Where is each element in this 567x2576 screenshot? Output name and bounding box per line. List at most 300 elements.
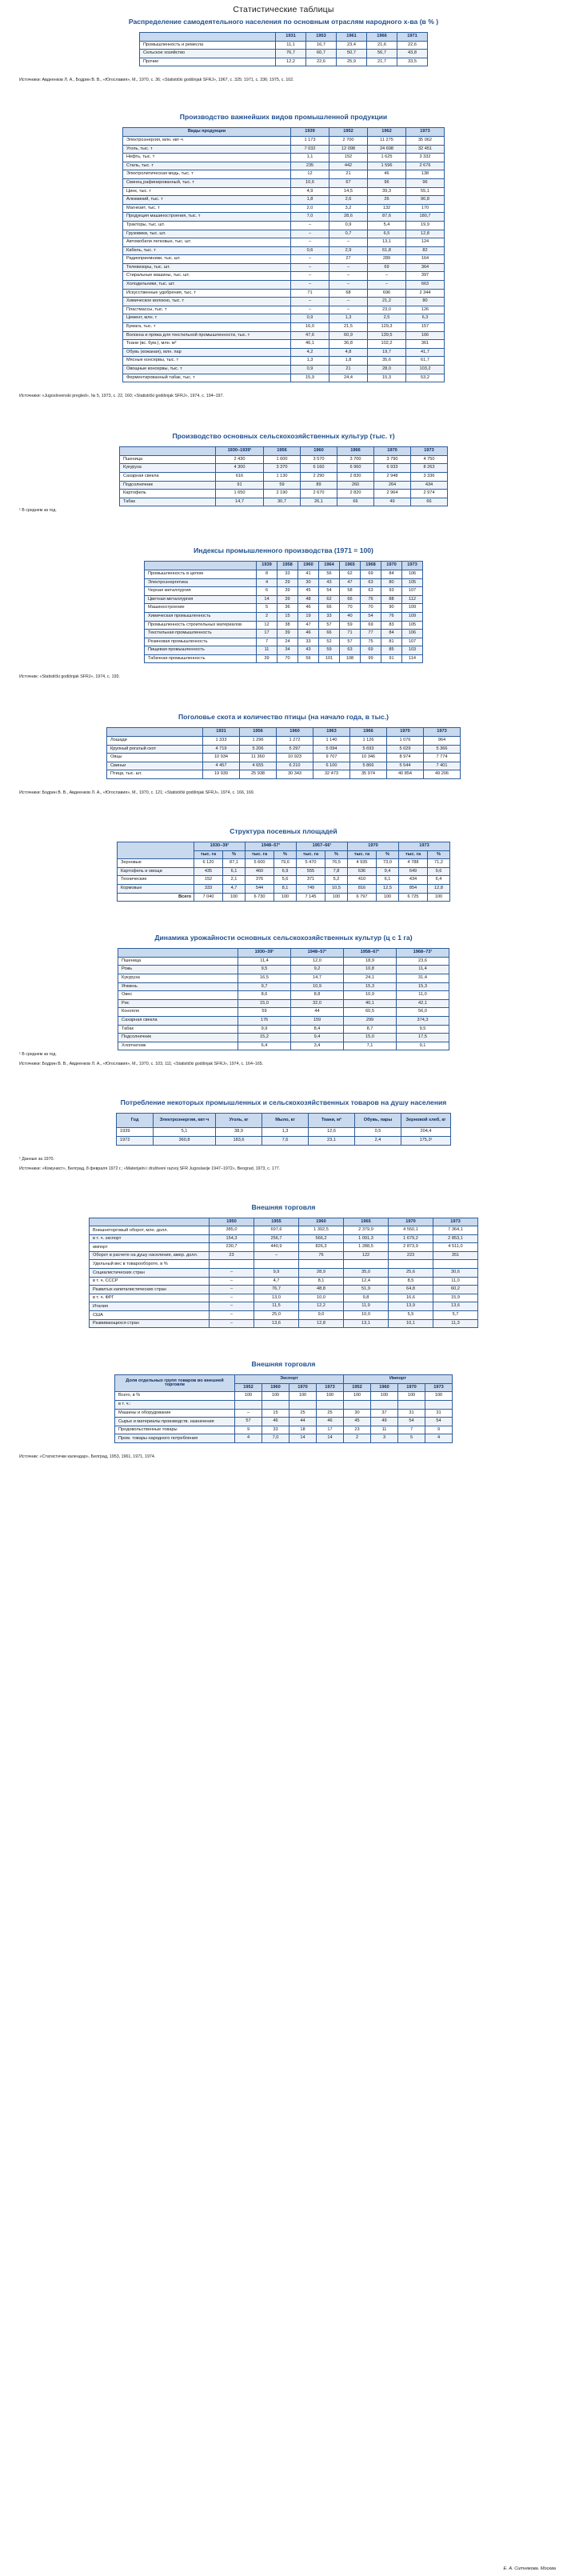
table-cell: 4 935: [348, 859, 377, 868]
table-cell: 25,6: [389, 1269, 433, 1278]
table-cell: 30: [344, 1409, 371, 1418]
column-header: [145, 562, 257, 570]
table-cell: 10,9: [291, 982, 344, 991]
table-cell: 4 550,1: [389, 1226, 433, 1235]
table-cell: 11,1: [276, 41, 306, 50]
table-foreign-trade: [89, 1218, 478, 1329]
table-cell: 6,4: [428, 876, 450, 885]
column-group-header: Импорт: [344, 1375, 453, 1384]
table-row: [118, 885, 450, 894]
table-cell: 105: [402, 578, 423, 587]
table-row: [115, 1401, 453, 1410]
table-cell: 23,4: [337, 41, 367, 50]
table-cell: 28,9: [299, 1269, 344, 1278]
column-header: 1960: [277, 728, 313, 737]
table-cell: [262, 1401, 289, 1410]
source-note: Источники: Бодрин В. В., Авдеенков Л. А., «Югославия», М., 1970, с. 103, 111; «Statistički godišnjak SFRJ», 1974, с. 164–165.: [19, 1062, 264, 1067]
table-cell: 109: [402, 604, 423, 613]
table-cell: 77: [361, 630, 381, 638]
table-cell: 4 750: [411, 455, 448, 464]
column-header: Электроэнергия, квт·ч: [154, 1114, 216, 1128]
table-cell: 10,0: [344, 1311, 389, 1320]
table-cell: 10,6: [291, 178, 329, 187]
table-row: [123, 246, 445, 255]
column-header: Обувь, пары: [355, 1114, 401, 1128]
table-cell: –: [329, 238, 368, 247]
table-row: [145, 630, 423, 638]
table-cell: 2,6: [329, 196, 368, 205]
table-cell: 11 360: [240, 754, 277, 762]
table-cell: 12,2: [276, 58, 306, 66]
header-row: [90, 1218, 478, 1226]
table-cell: 81: [381, 638, 402, 646]
table-cell: 83: [381, 621, 402, 630]
row-label: в т. ч.:: [115, 1401, 235, 1410]
column-header: 1960: [299, 1218, 344, 1226]
table-cell: [433, 1260, 478, 1269]
table-cell: 9,5: [397, 1025, 449, 1034]
page-title: Статистические таблицы: [233, 5, 334, 14]
table-cell: 5,4: [368, 221, 406, 230]
table-cell: 39: [278, 630, 298, 638]
table-cell: 25,9: [337, 58, 367, 66]
table-cell: 7: [257, 638, 278, 646]
table-cell: 1 625: [368, 154, 406, 162]
table-cell: 28,0: [368, 366, 406, 374]
row-label: Картофель: [120, 490, 216, 498]
table-cell: 90: [381, 604, 402, 613]
table-cell: 43: [319, 578, 340, 587]
table-cell: 32 473: [313, 770, 350, 779]
table-row: [123, 154, 445, 162]
table-cell: 9,8: [344, 1294, 389, 1302]
row-label: Волокна и пряжа для текстильной промышленности, тыс. т: [123, 331, 291, 340]
table-cell: 70: [361, 604, 381, 613]
row-label: Цветная металлургия: [145, 595, 257, 604]
row-label: Машины и оборудование: [115, 1409, 235, 1418]
table-row: [123, 230, 445, 238]
table-cell: 13,9: [389, 1302, 433, 1311]
row-label: 1939: [117, 1128, 154, 1137]
table-cell: 5 206: [240, 745, 277, 754]
table-cell: 2 700: [329, 136, 368, 145]
section-industrial-index: [11, 546, 556, 679]
table-cell: 107: [402, 587, 423, 596]
row-label: США: [90, 1311, 210, 1320]
table-cell: 1 392,5: [299, 1226, 344, 1235]
column-header: 1956: [240, 728, 277, 737]
table-cell: 103,2: [406, 366, 445, 374]
table-cell: 5 866: [350, 762, 387, 770]
table-cell: 24,1: [344, 974, 397, 982]
table-cell: 99: [361, 654, 381, 663]
table-cell: 14: [289, 1434, 317, 1443]
column-header: 1961: [337, 33, 367, 42]
row-label: Кукуруза: [120, 464, 216, 473]
table-cell: 4: [235, 1434, 262, 1443]
table-cell: 964: [424, 737, 461, 746]
table-cell: 264: [374, 481, 411, 490]
row-label: Оборот в расчете на душу населения, амер. долл.: [90, 1251, 210, 1260]
table-cell: 126: [406, 306, 445, 314]
table-row: [115, 1418, 453, 1426]
table-cell: 166: [406, 331, 445, 340]
table-cell: 0,5: [355, 1128, 401, 1137]
table-cell: [289, 1401, 317, 1410]
table-row: [120, 472, 448, 481]
table-cell: 73,0: [377, 859, 399, 868]
row-label: Социалистических стран: [90, 1269, 210, 1278]
table-cell: –: [329, 306, 368, 314]
section-title: Поголовье скота и количество птицы (на начало года, в тыс.): [178, 713, 389, 722]
table-row: [145, 654, 423, 663]
table-cell: 12,0: [291, 957, 344, 966]
table-cell: 57: [340, 638, 361, 646]
table-cell: 351: [433, 1251, 478, 1260]
column-header: 1962: [368, 128, 406, 137]
column-header: 1930–39¹: [194, 842, 246, 851]
table-cell: 434: [399, 876, 428, 885]
table-cell: 5 297: [277, 745, 313, 754]
table-cell: 59: [340, 621, 361, 630]
table-cell: 35 974: [350, 770, 387, 779]
table-cell: 76: [381, 612, 402, 621]
row-label: Обувь (кожаная), млн. пар: [123, 348, 291, 357]
table-cell: 47,6: [291, 331, 329, 340]
table-cell: 376: [246, 876, 274, 885]
column-header: 1970: [374, 447, 411, 456]
table-cell: 39: [278, 595, 298, 604]
row-label: Электроэнергия, млн. квт·ч: [123, 136, 291, 145]
table-cell: 7,0: [291, 213, 329, 222]
table-row: [118, 859, 450, 868]
table-cell: 374,3: [397, 1016, 449, 1025]
table-cell: 11: [257, 646, 278, 655]
table-cell: 71: [291, 289, 329, 298]
table-cell: 164: [406, 255, 445, 264]
table-row: [123, 187, 445, 196]
column-header: [118, 842, 194, 859]
table-cell: 1,3: [262, 1128, 309, 1137]
table-cell: 40: [340, 612, 361, 621]
column-header: 1958–67¹: [344, 949, 397, 958]
table-cell: 23: [210, 1251, 254, 1260]
table-row: [118, 876, 450, 885]
row-label: Цемент, млн. т: [123, 314, 291, 323]
row-label: Продовольственные товары: [115, 1426, 235, 1434]
table-cell: 62: [340, 570, 361, 578]
table-cell: 47: [340, 578, 361, 587]
table-cell: 1 130: [264, 472, 301, 481]
table-cell: –: [291, 221, 329, 230]
table-cell: 68: [329, 289, 368, 298]
table-cell: 1 140: [313, 737, 350, 746]
table-cell: 96: [368, 178, 406, 187]
section-population: [11, 18, 556, 82]
table-row: [90, 1251, 478, 1260]
table-cell: 8,7: [344, 1025, 397, 1034]
table-cell: 4,7: [223, 885, 246, 894]
table-cell: 4,8: [329, 348, 368, 357]
table-cell: 132: [368, 204, 406, 213]
table-cell: 152: [194, 876, 223, 885]
table-cell: 100: [262, 1392, 289, 1401]
table-cell: 8,4: [291, 1025, 344, 1034]
table-cell: 6,5: [368, 230, 406, 238]
table-cell: –: [291, 263, 329, 272]
table-cell: 749: [297, 885, 325, 894]
table-cell: 1 076: [387, 737, 424, 746]
column-subheader: тыс. га: [297, 850, 325, 859]
table-cell: 40 854: [387, 770, 424, 779]
table-cell: 8,8: [291, 991, 344, 1000]
table-cell: 4 719: [203, 745, 240, 754]
header-row: [115, 1375, 453, 1384]
table-row: [117, 1128, 451, 1137]
column-header: 1931: [276, 33, 306, 42]
table-cell: 157: [406, 323, 445, 332]
column-header: [90, 1218, 210, 1226]
table-cell: 555: [297, 867, 325, 876]
table-cell: [210, 1260, 254, 1269]
table-cell: 11,9: [344, 1302, 389, 1311]
table-cell: 385,0: [210, 1226, 254, 1235]
table-row: [145, 646, 423, 655]
header-row: [107, 728, 461, 737]
row-label: Промышленность строительных материалов: [145, 621, 257, 630]
table-row: [90, 1234, 478, 1243]
table-cell: 63: [361, 578, 381, 587]
section-consumption: [11, 1098, 556, 1170]
table-cell: –: [210, 1311, 254, 1320]
table-row: [118, 966, 449, 974]
column-subheader: тыс. га: [399, 850, 428, 859]
table-row: [123, 145, 445, 154]
table-cell: 23,6: [397, 957, 449, 966]
row-label: Развитых капиталистических стран: [90, 1286, 210, 1294]
table-cell: 80: [381, 578, 402, 587]
table-cell: 106: [402, 630, 423, 638]
table-cell: 25: [317, 1409, 344, 1418]
header-row: [123, 128, 445, 137]
table-cell: 11 275: [368, 136, 406, 145]
table-cell: 21: [329, 366, 368, 374]
table-cell: 21,6: [367, 41, 397, 50]
table-cell: 180,7: [406, 213, 445, 222]
table-cell: –: [291, 281, 329, 290]
table-cell: 5 094: [313, 745, 350, 754]
table-cell: 170: [406, 204, 445, 213]
table-row: [118, 893, 450, 902]
table-cell: 10 346: [350, 754, 387, 762]
table-cell: –: [235, 1409, 262, 1418]
table-cell: 84: [381, 570, 402, 578]
table-row: [145, 595, 423, 604]
column-header: 1970: [387, 728, 424, 737]
table-livestock: [106, 727, 461, 779]
table-row: [90, 1302, 478, 1311]
row-label: Черная металлургия: [145, 587, 257, 596]
table-cell: 10 923: [277, 754, 313, 762]
table-cell: 23,0: [368, 306, 406, 314]
table-cell: 4 300: [216, 464, 264, 473]
table-cell: 23,1: [309, 1136, 355, 1145]
section-title: Производство основных сельскохозяйственных культур (тыс. т): [172, 432, 395, 441]
table-cell: 60,9: [329, 331, 368, 340]
column-header: 1957–66¹: [297, 842, 348, 851]
table-cell: 11,5: [254, 1302, 299, 1311]
table-cell: 82: [406, 246, 445, 255]
footnote: ¹ В среднем за год.: [19, 508, 57, 514]
table-cell: 60,7: [306, 50, 337, 58]
table-cell: 9: [425, 1426, 453, 1434]
table-row: [120, 455, 448, 464]
table-row: [123, 272, 445, 281]
table-cell: 124: [406, 238, 445, 247]
row-label: Хлопчатник: [118, 1042, 238, 1050]
table-cell: –: [210, 1286, 254, 1294]
table-row: [145, 604, 423, 613]
section-title: Потребление некоторых промышленных и сельскохозяйственных товаров на душу населения: [120, 1098, 447, 1107]
table-cell: [389, 1260, 433, 1269]
column-header: 1960: [262, 1383, 289, 1392]
table-row: [90, 1243, 478, 1252]
table-cell: 3 700: [337, 455, 374, 464]
table-cell: 29: [278, 578, 298, 587]
column-subheader: %: [274, 850, 297, 859]
table-cell: 826,3: [299, 1243, 344, 1252]
table-cell: 61,8: [368, 246, 406, 255]
table-cell: 0,9: [329, 221, 368, 230]
table-cell: 55,1: [406, 187, 445, 196]
row-label: Овощные консервы, тыс. т: [123, 366, 291, 374]
table-cell: 41,7: [406, 348, 445, 357]
table-cell: 56,0: [397, 1008, 449, 1017]
table-cell: 35 062: [406, 136, 445, 145]
table-cell: 106: [402, 570, 423, 578]
table-cell: 100: [428, 893, 450, 902]
table-industrial-index: [144, 561, 423, 663]
table-cell: 260: [337, 481, 374, 490]
table-row: [90, 1226, 478, 1235]
column-header: 1973: [425, 1383, 453, 1392]
row-label: Пром. товары народного потребления: [115, 1434, 235, 1443]
table-cell: 1,8: [329, 357, 368, 366]
table-cell: 2 853,1: [433, 1234, 478, 1243]
table-cell: 69: [361, 621, 381, 630]
row-label: импорт: [90, 1243, 210, 1252]
row-label: Свинец рафинированный, тыс. т: [123, 178, 291, 187]
table-cell: 6 797: [348, 893, 377, 902]
row-label: Радиоприемники, тыс. шт.: [123, 255, 291, 264]
column-header: Зерновой хлеб, кг: [401, 1114, 451, 1128]
table-cell: 4 788: [399, 859, 428, 868]
table-cell: 17: [257, 630, 278, 638]
column-header: 1948–57¹: [291, 949, 344, 958]
table-cell: 10 934: [203, 754, 240, 762]
table-cell: 16,5: [238, 974, 291, 982]
table-cell: 8 974: [387, 754, 424, 762]
table-cell: 48: [298, 595, 319, 604]
table-cell: 35,0: [344, 1269, 389, 1278]
table-cell: 25 938: [240, 770, 277, 779]
row-label: Мясные консервы, тыс. т: [123, 357, 291, 366]
table-cell: 44: [291, 1008, 344, 1017]
table-cell: 70: [340, 604, 361, 613]
table-cell: 14: [257, 595, 278, 604]
table-cell: 5: [257, 604, 278, 613]
table-cell: 109: [402, 612, 423, 621]
row-label: Электролитическая медь, тыс. т: [123, 170, 291, 179]
table-cell: 100: [425, 1392, 453, 1401]
table-cell: 13,6: [254, 1319, 299, 1328]
table-cell: 15: [262, 1409, 289, 1418]
column-header: 1970: [289, 1383, 317, 1392]
table-cell: 49: [371, 1418, 398, 1426]
column-subheader: тыс. га: [246, 850, 274, 859]
table-cell: 36,8: [329, 340, 368, 349]
row-label: в т. ч. СССР: [90, 1277, 210, 1286]
table-row: [107, 770, 461, 779]
table-cell: 159: [291, 1016, 344, 1025]
table-cell: 6,4: [238, 1042, 291, 1050]
table-cell: 7: [398, 1426, 425, 1434]
table-cell: –: [210, 1319, 254, 1328]
table-cell: 10,0: [299, 1294, 344, 1302]
table-cell: 105: [402, 621, 423, 630]
row-label: в т. ч. экспорт: [90, 1234, 210, 1243]
table-cell: 6,1: [223, 867, 246, 876]
table-cell: 5,1: [154, 1128, 216, 1137]
table-cell: 4,2: [291, 348, 329, 357]
table-cell: 15,9: [433, 1294, 478, 1302]
table-cell: 2 974: [411, 490, 448, 498]
table-cell: –: [329, 263, 368, 272]
table-cell: 7,8: [325, 867, 348, 876]
table-cell: 9,4: [291, 1034, 344, 1042]
header-row: [117, 1114, 451, 1128]
table-cell: 12,6: [309, 1128, 355, 1137]
table-cell: 9: [235, 1426, 262, 1434]
section-title: Структура посевных площадей: [230, 827, 337, 836]
row-label: Пищевая промышленность: [145, 646, 257, 655]
table-cell: 460: [246, 867, 274, 876]
table-cell: 175,3¹: [401, 1136, 451, 1145]
table-cell: 30: [298, 578, 319, 587]
table-row: [90, 1294, 478, 1302]
table-cell: 108: [340, 654, 361, 663]
table-row: [115, 1392, 453, 1401]
table-consumption: [116, 1113, 451, 1145]
table-cell: 88: [381, 595, 402, 604]
table-cell: 1 126: [350, 737, 387, 746]
column-header: 1965: [344, 1218, 389, 1226]
table-cell: 33: [319, 612, 340, 621]
table-cell: 33,5: [397, 58, 428, 66]
table-cell: 64,8: [389, 1286, 433, 1294]
row-label: Резиновая промышленность: [145, 638, 257, 646]
column-header: Доля отдельных групп товаров во внешней торговле: [115, 1375, 235, 1392]
table-cell: 11,0: [397, 991, 449, 1000]
column-header: [140, 33, 276, 42]
table-cell: 90,8: [406, 196, 445, 205]
table-cell: 16,6: [389, 1294, 433, 1302]
table-row: [123, 306, 445, 314]
table-cell: 14,5: [329, 187, 368, 196]
table-cell: 8,5: [389, 1277, 433, 1286]
table-cell: 7,0: [262, 1434, 289, 1443]
table-cell: 57: [319, 621, 340, 630]
